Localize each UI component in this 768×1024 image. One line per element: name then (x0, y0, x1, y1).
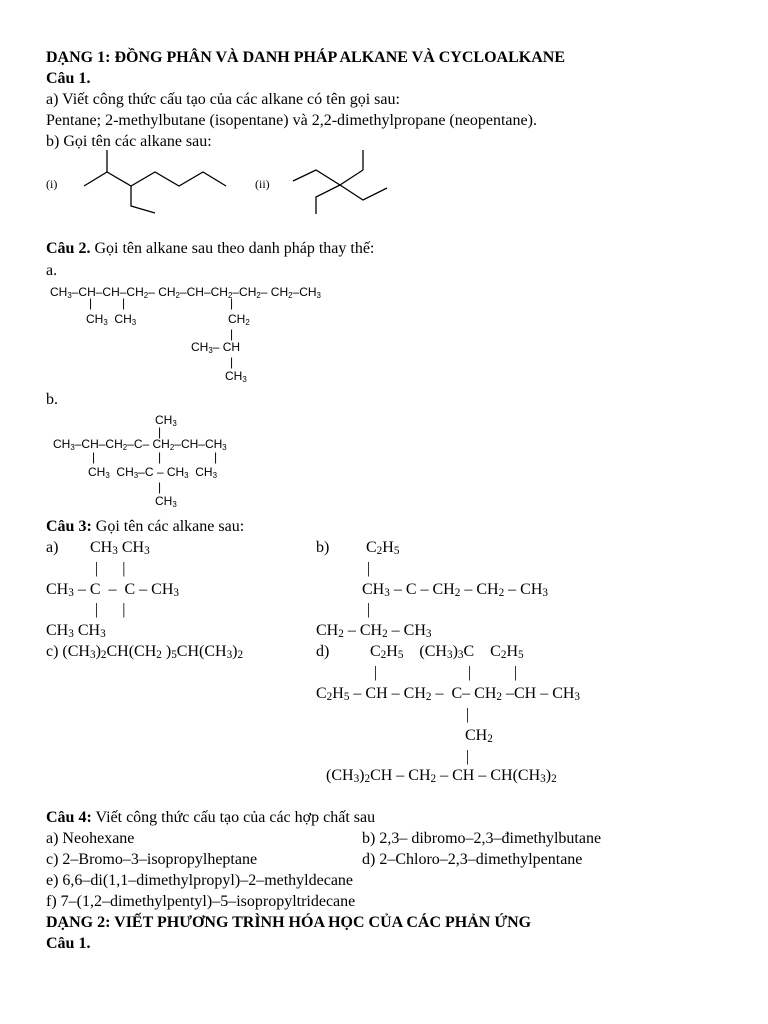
formula-3c: c) $(CH_3)_2CH(CH_2$ )$_5CH(CH_3)_2$ (46, 643, 244, 661)
section-heading-2: DẠNG 2: VIẾT PHƯƠNG TRÌNH HÓA HỌC CỦA CÁC PHẢN ỨNG (46, 914, 532, 931)
formula-2a-sub: $CH_2$ (228, 312, 250, 327)
formula-3a: | | (95, 560, 126, 577)
formula-3d: | (466, 706, 470, 723)
question-5-title: Câu 1. (46, 935, 91, 952)
section-heading-1: DẠNG 1: ĐỒNG PHÂN VÀ DANH PHÁP ALKANE VÀ CYCLOALKANE (46, 49, 565, 66)
bond: | (230, 296, 234, 310)
question-4e: e) 6,6–di(1,1–dimethylpropyl)–2–methyldecane (46, 872, 354, 889)
question-4a: a) Neohexane (46, 830, 135, 847)
formula-3b: | (367, 560, 371, 577)
question-3-title: Câu 3: (46, 518, 92, 535)
question-2 (46, 239, 374, 259)
skeletal-i-branch-down (131, 186, 155, 213)
question-3b-label: b) (316, 539, 330, 556)
question-3-text: Gọi tên các alkane sau: (91, 518, 245, 535)
formula-3d: $C_2H_5$ – CH – $CH_2 - C-$ $CH_2$ $-CH - CH_3$ (316, 685, 581, 703)
question-2a-label: a. (46, 262, 58, 279)
question-2-text: Gọi tên alkane sau theo danh pháp thay thế: (90, 240, 375, 257)
label-ii: (ii) (255, 177, 270, 191)
formula-3a: $CH_3$ $CH_3$ (46, 622, 106, 640)
bond: | (122, 296, 126, 310)
formula-3d: $C_2H_5$ $(CH_3)_3C$ $C_2H_5$ (370, 643, 524, 661)
bond: | (158, 450, 162, 464)
question-1-title: Câu 1. (46, 70, 91, 87)
formula-3a: $CH_3$ – C – C – $CH_3$ (46, 581, 179, 599)
question-1a-names: Pentane; 2-methylbutane (isopentane) và 2,2-dimethylpropane (neopentane). (46, 112, 537, 129)
formula-3b: $C_2H_5$ (366, 539, 400, 557)
question-1b: b) Gọi tên các alkane sau: (46, 133, 212, 150)
formula-3a: | | (95, 601, 126, 618)
bond: | (230, 327, 234, 341)
skeletal-i-chain (84, 172, 226, 186)
formula-3d: $CH_2$ (465, 727, 493, 745)
bond: | (92, 450, 96, 464)
formula-3a: $CH_3$ $CH_3$ (90, 539, 150, 557)
formula-3d: | (374, 664, 378, 681)
bond: | (214, 450, 218, 464)
question-4b: b) 2,3– dibromo–2,3–đimethylbutane (362, 830, 602, 847)
skeletal-ii-branch-c (316, 185, 340, 214)
formula-2a-sub: $CH_3$ $CH_3$ (86, 312, 137, 327)
question-4-text: Viết công thức cấu tạo của các hợp chất sau (91, 809, 376, 826)
formula-2b-main: $CH_3-CH-CH_2-C-$ $CH_2-CH-CH_3$ (53, 437, 227, 452)
formula-2b-sub: $CH_3$ (155, 413, 177, 428)
question-3d-label: d) (316, 643, 330, 660)
formula-3d: | (466, 748, 470, 765)
question-1a: a) Viết công thức cấu tạo của các alkane có tên gọi sau: (46, 91, 400, 108)
bond: | (158, 480, 162, 494)
formula-3d: $(CH_3)_2CH - CH_2$ – CH – $CH(CH_3)_2$ (326, 767, 557, 785)
label-i: (i) (46, 177, 58, 191)
formula-2a-sub: $CH_3$ (225, 369, 247, 384)
formula-2b-sub: $CH_3$ $CH_3-C - CH_3$ $CH_3$ (88, 465, 217, 480)
skeletal-ii-chain (293, 170, 363, 185)
formula-2a-sub: $CH_3-$ CH (191, 340, 241, 355)
question-2-title: Câu 2. (46, 240, 91, 257)
question-4-title: Câu 4: (46, 809, 92, 826)
question-4d: d) 2–Chloro–2,3–dimethylpentane (362, 851, 583, 868)
question-2b-label: b. (46, 391, 58, 408)
bond: | (230, 355, 234, 369)
question-4c: c) 2–Bromo–3–isopropylheptane (46, 851, 258, 868)
formula-2b-sub: $CH_3$ (155, 494, 177, 509)
question-3a-label: a) (46, 539, 59, 556)
formula-2a-main: $CH_3-CH-CH-CH_2-$ $CH_2-CH-CH_2-CH_2-$ $CH_2-CH_3$ (50, 285, 321, 300)
formula-3b: | (367, 601, 371, 618)
formula-3b: $CH_3$ – C – $CH_2 - CH_2 - CH_3$ (362, 581, 548, 599)
formula-3b: $CH_2 - CH_2 - CH_3$ (316, 622, 432, 640)
question-4 (46, 808, 375, 828)
formula-3d: | (514, 664, 518, 681)
formula-3d: | (468, 664, 472, 681)
question-4f: f) 7–(1,2–dimethylpentyl)–5–isopropyltridecane (46, 893, 356, 910)
question-3 (46, 517, 244, 537)
bond: | (158, 425, 162, 439)
skeletal-ii-branch-b (340, 185, 387, 200)
bond: | (89, 296, 93, 310)
